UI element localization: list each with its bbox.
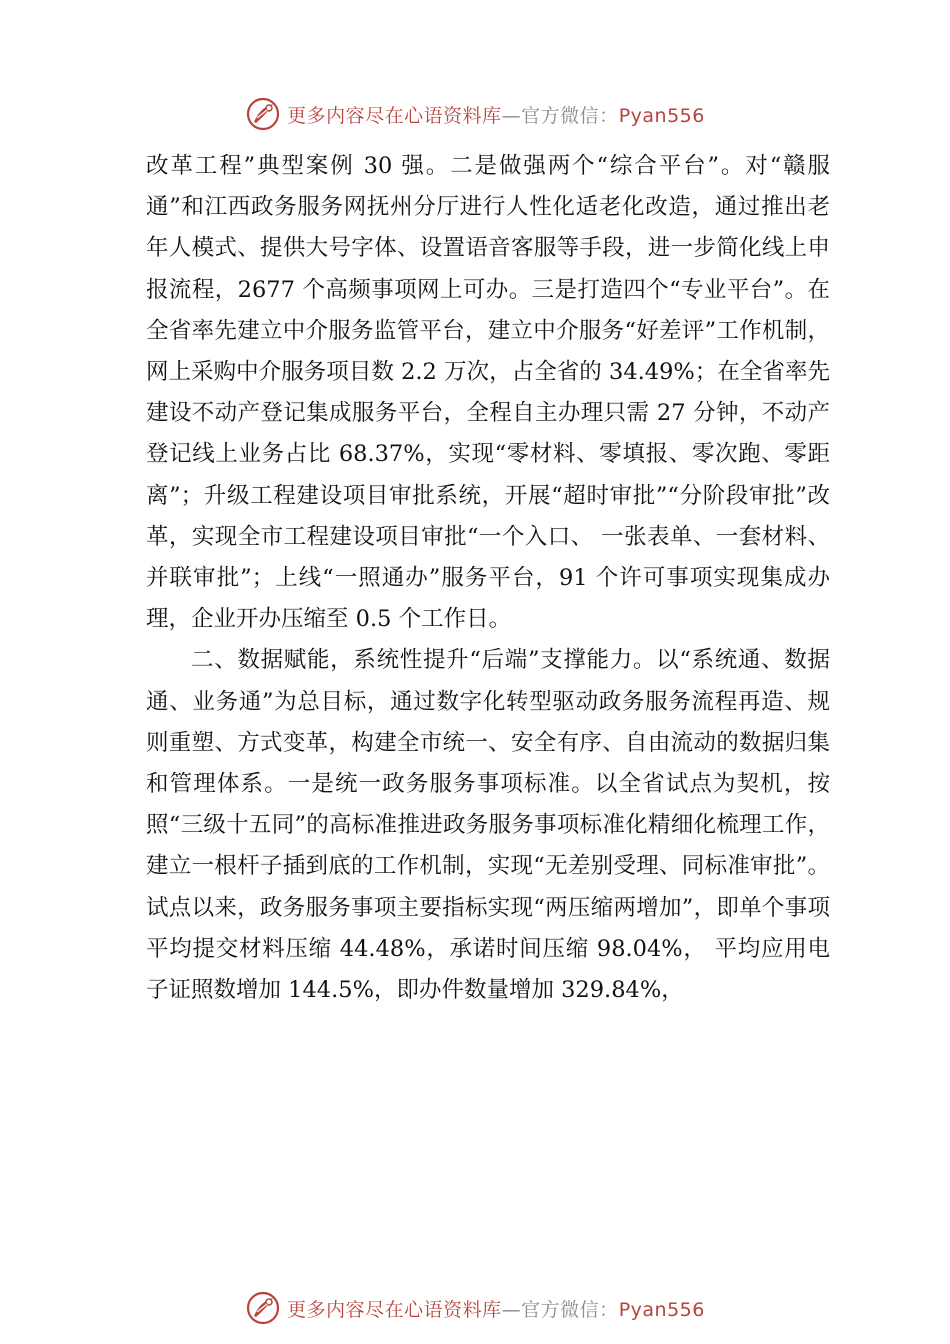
banner-separator: — bbox=[501, 1298, 522, 1321]
banner-official-label: 官方微信： bbox=[521, 104, 619, 127]
footer-banner bbox=[0, 1288, 950, 1328]
banner-title: 更多内容尽在心语资料库 bbox=[287, 1298, 502, 1321]
banner-text bbox=[287, 1295, 705, 1322]
banner-wechat-id: Pyan556 bbox=[618, 104, 705, 127]
paragraph-continued: 改革工程”典型案例 30 强。二是做强两个“综合平台”。对“赣服通”和江西政务服务网抚州分厅进行人性化适老化改造，通过推出老年人模式、提供大号字体、设置语音客服等手段，进一步简化线上申报流程，2677 个高频事项网上可办。三是打造四个“专业平台”。在全省率先建立中介服务监管平台，建立中介服务“好差评”工作机制，网上采购中介服务项目数 2.2 万次，占全省的 34.49%；在全省率先建设不动产登记集成服务平台，全程自主办理只需 27 分钟，不动产登记线上业务占比 68.37%，实现“零材料、零填报、零次跑、零距离”；升级工程建设项目审批系统，开展“超时审批”“分阶段审批”改革，实现全市工程建设项目审批“一个入口、 一张表单、一套材料、并联审批”；上线“一照通办”服务平台，91 个许可事项实现集成办理，企业开办压缩至 0.5 个工作日。 bbox=[146, 153, 830, 633]
brand-logo-icon bbox=[245, 1290, 281, 1326]
brand-logo-icon bbox=[245, 96, 281, 132]
document-body bbox=[146, 146, 830, 1011]
banner-official-label: 官方微信： bbox=[521, 1298, 619, 1321]
header-banner bbox=[0, 94, 950, 134]
banner-text bbox=[287, 101, 705, 128]
banner-title: 更多内容尽在心语资料库 bbox=[287, 104, 502, 127]
banner-separator: — bbox=[501, 104, 522, 127]
banner-wechat-id: Pyan556 bbox=[618, 1298, 705, 1321]
paragraph-section-two: 二、数据赋能，系统性提升“后端”支撑能力。以“系统通、数据通、业务通”为总目标，通过数字化转型驱动政务服务流程再造、规则重塑、方式变革，构建全市统一、安全有序、自由流动的数据归集和管理体系。一是统一政务服务事项标准。以全省试点为契机，按照“三级十五同”的高标准推进政务服务事项标准化精细化梳理工作，建立一根杆子插到底的工作机制，实现“无差别受理、同标准审批”。试点以来，政务服务事项主要指标实现“两压缩两增加”，即单个事项平均提交材料压缩 44.48%，承诺时间压缩 98.04%， 平均应用电子证照数增加 144.5%，即办件数量增加 329.84%， bbox=[146, 647, 830, 1004]
